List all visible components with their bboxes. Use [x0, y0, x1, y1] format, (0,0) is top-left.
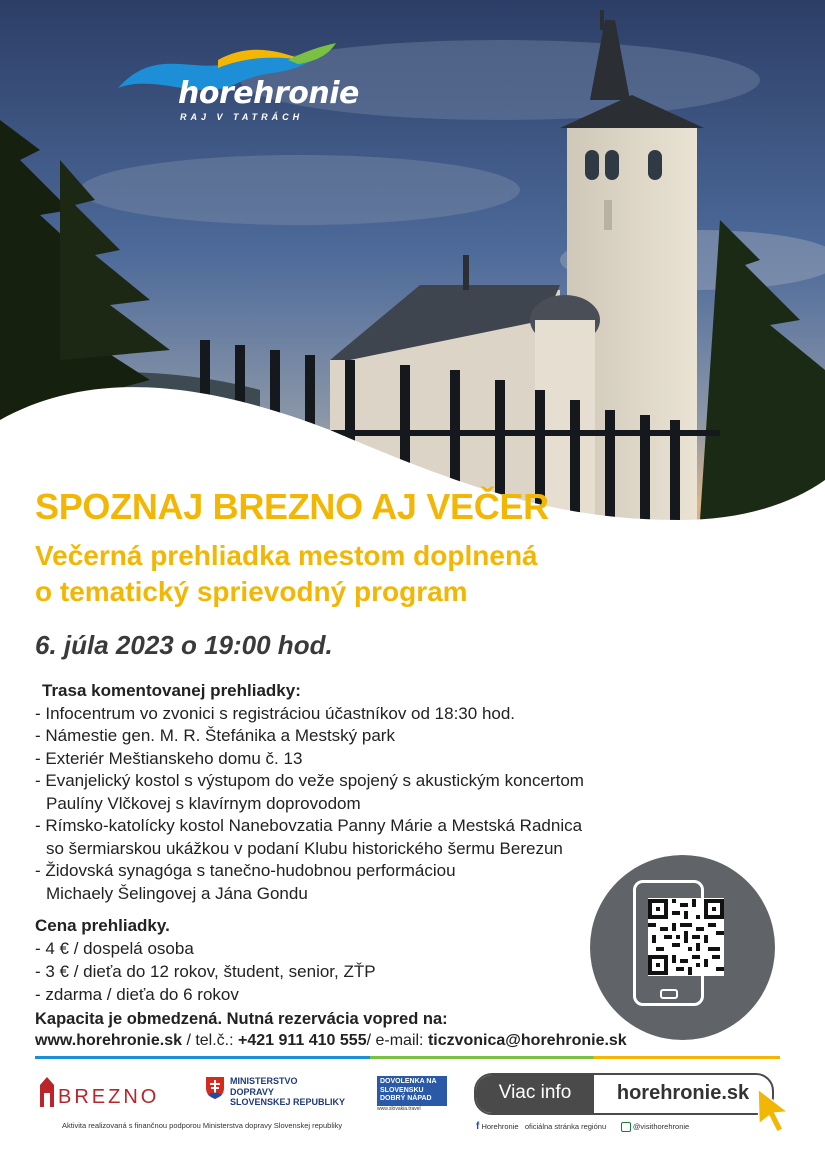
facebook-desc: oficiálna stránka regiónu [524, 1122, 607, 1131]
logo-name: horehronie [178, 76, 359, 111]
dovolenka-line: SLOVENSKU [380, 1086, 424, 1094]
viac-info-site: horehronie.sk [616, 1082, 750, 1104]
facebook-icon[interactable]: f [476, 1121, 480, 1132]
route-item: - Exteriér Meštianskeho domu č. 13 [35, 748, 303, 768]
cursor-icon [754, 1086, 792, 1139]
viac-info-button[interactable] [474, 1073, 774, 1115]
subtitle-line: Večerná prehliadka mestom doplnená [35, 540, 538, 571]
slovak-coat-of-arms-icon [205, 1076, 225, 1105]
price-item: - 4 € / dospelá osoba [35, 939, 194, 958]
route-item-continuation: Michaely Šelingovej a Jána Gondu [46, 883, 308, 903]
email-link[interactable]: ticzvonica@horehronie.sk [427, 1032, 627, 1049]
capacity-note: Kapacita je obmedzená. Nutná rezervácia vopred na: [35, 1010, 448, 1028]
brezno-coat-of-arms-icon [38, 1075, 56, 1114]
route-section [35, 680, 584, 905]
dovolenka-logo [377, 1076, 447, 1106]
contact-line [35, 1032, 627, 1050]
phone-number[interactable]: +421 911 410 555 [238, 1032, 367, 1049]
logo-tagline: RAJ V TATRÁCH [180, 112, 304, 122]
email-label: / e-mail: [366, 1032, 428, 1049]
viac-info-label: Viac info [476, 1075, 594, 1113]
qr-code[interactable] [648, 898, 724, 976]
route-item: - Infocentrum vo zvonici s registráciou účastníkov od 18:30 hod. [35, 703, 516, 723]
event-date: 6. júla 2023 o 19:00 hod. [35, 630, 333, 660]
route-item: - Evanjelický kostol s výstupom do veže spojený s akustickým koncertom [35, 771, 584, 790]
dovolenka-line: DOVOLENKA NA [380, 1078, 437, 1085]
tel-label: / tel.č.: [182, 1032, 239, 1049]
ministry-line: DOPRAVY [230, 1086, 274, 1097]
route-item: - Židovská synagóga s tanečno-hudobnou performáciou [35, 861, 456, 880]
facebook-name[interactable]: Horehronie [481, 1122, 519, 1131]
route-item: - Rímsko-katolícky kostol Nanebovzatia Panny Márie a Mestská Radnica [35, 816, 583, 835]
route-heading: Trasa komentovanej prehliadky: [42, 681, 301, 700]
color-divider [35, 1056, 780, 1059]
website-link[interactable]: www.horehronie.sk [35, 1032, 182, 1049]
instagram-handle[interactable]: @visithorehronie [632, 1122, 690, 1131]
ministry-line: SLOVENSKEJ REPUBLIKY [230, 1097, 346, 1107]
price-section [35, 914, 376, 1006]
qr-code-pattern [648, 898, 724, 976]
dovolenka-line: DOBRÝ NÁPAD [380, 1095, 432, 1102]
phone-button-icon [660, 989, 678, 999]
route-item-continuation: Paulíny Vlčkovej s klavírnym doprovodom [46, 793, 361, 813]
social-links [476, 1121, 689, 1132]
brezno-logo-text: BREZNO [58, 1086, 160, 1108]
route-item: - Námestie gen. M. R. Štefánika a Mestský park [35, 726, 395, 745]
event-subtitle [35, 538, 735, 610]
horehronie-logo[interactable] [118, 38, 358, 128]
instagram-icon[interactable] [621, 1122, 631, 1132]
event-title: SPOZNAJ BREZNO AJ VEČER [35, 486, 549, 527]
support-note: Aktivita realizovaná s finančnou podporou Ministerstva dopravy Slovenskej republiky [62, 1121, 343, 1130]
dovolenka-web: www.slovakia.travel [377, 1106, 421, 1112]
price-heading: Cena prehliadky. [35, 916, 170, 935]
price-item: - zdarma / dieťa do 6 rokov [35, 985, 239, 1004]
ministry-line: MINISTERSTVO [230, 1076, 298, 1086]
ministry-logo-text [230, 1076, 345, 1108]
subtitle-line: o tematický sprievodný program [35, 576, 468, 607]
route-item-continuation: so šermiarskou ukážkou v podaní Klubu historického šermu Berezun [46, 838, 563, 858]
price-item: - 3 € / dieťa do 12 rokov, študent, senior, ZŤP [35, 962, 376, 981]
